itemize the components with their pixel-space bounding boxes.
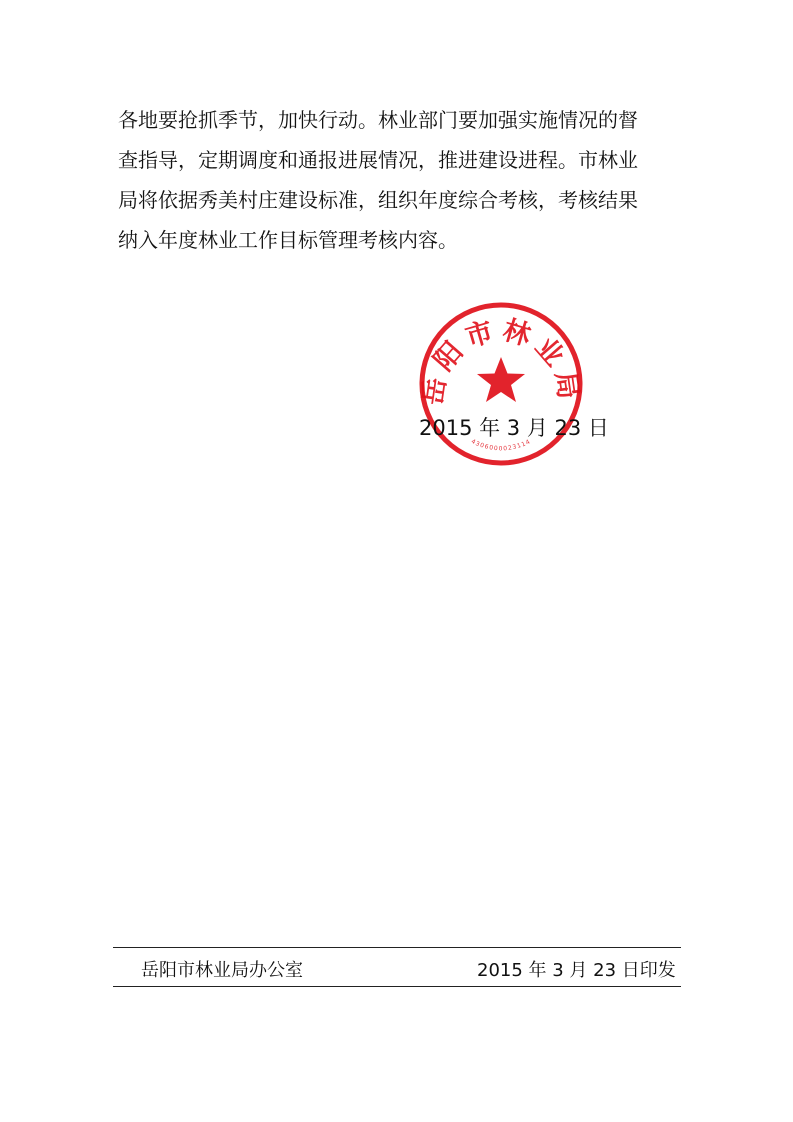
footer-bottom-rule bbox=[113, 986, 681, 987]
seal-serial-text: 4306000023114 bbox=[469, 438, 533, 453]
body-line: 查指导，定期调度和通报进展情况，推进建设进程。市林业 bbox=[118, 148, 638, 172]
body-line: 各地要抢抓季节，加快行动。林业部门要加强实施情况的督 bbox=[118, 108, 638, 132]
footer-issue-date: 2015 年 3 月 23 日印发 bbox=[477, 960, 676, 981]
body-line: 局将依据秀美村庄建设标准，组织年度综合考核，考核结果 bbox=[118, 188, 638, 212]
footer-issuer: 岳阳市林业局办公室 bbox=[141, 960, 303, 981]
body-line: 纳入年度林业工作目标管理考核内容。 bbox=[118, 228, 458, 252]
signature-date: 2015 年 3 月 23 日 bbox=[419, 416, 609, 440]
footer-top-rule bbox=[113, 947, 681, 948]
seal-star-icon bbox=[477, 357, 525, 402]
body-paragraph bbox=[118, 100, 693, 260]
seal-name-text: 岳阳市林业局 bbox=[417, 314, 585, 407]
